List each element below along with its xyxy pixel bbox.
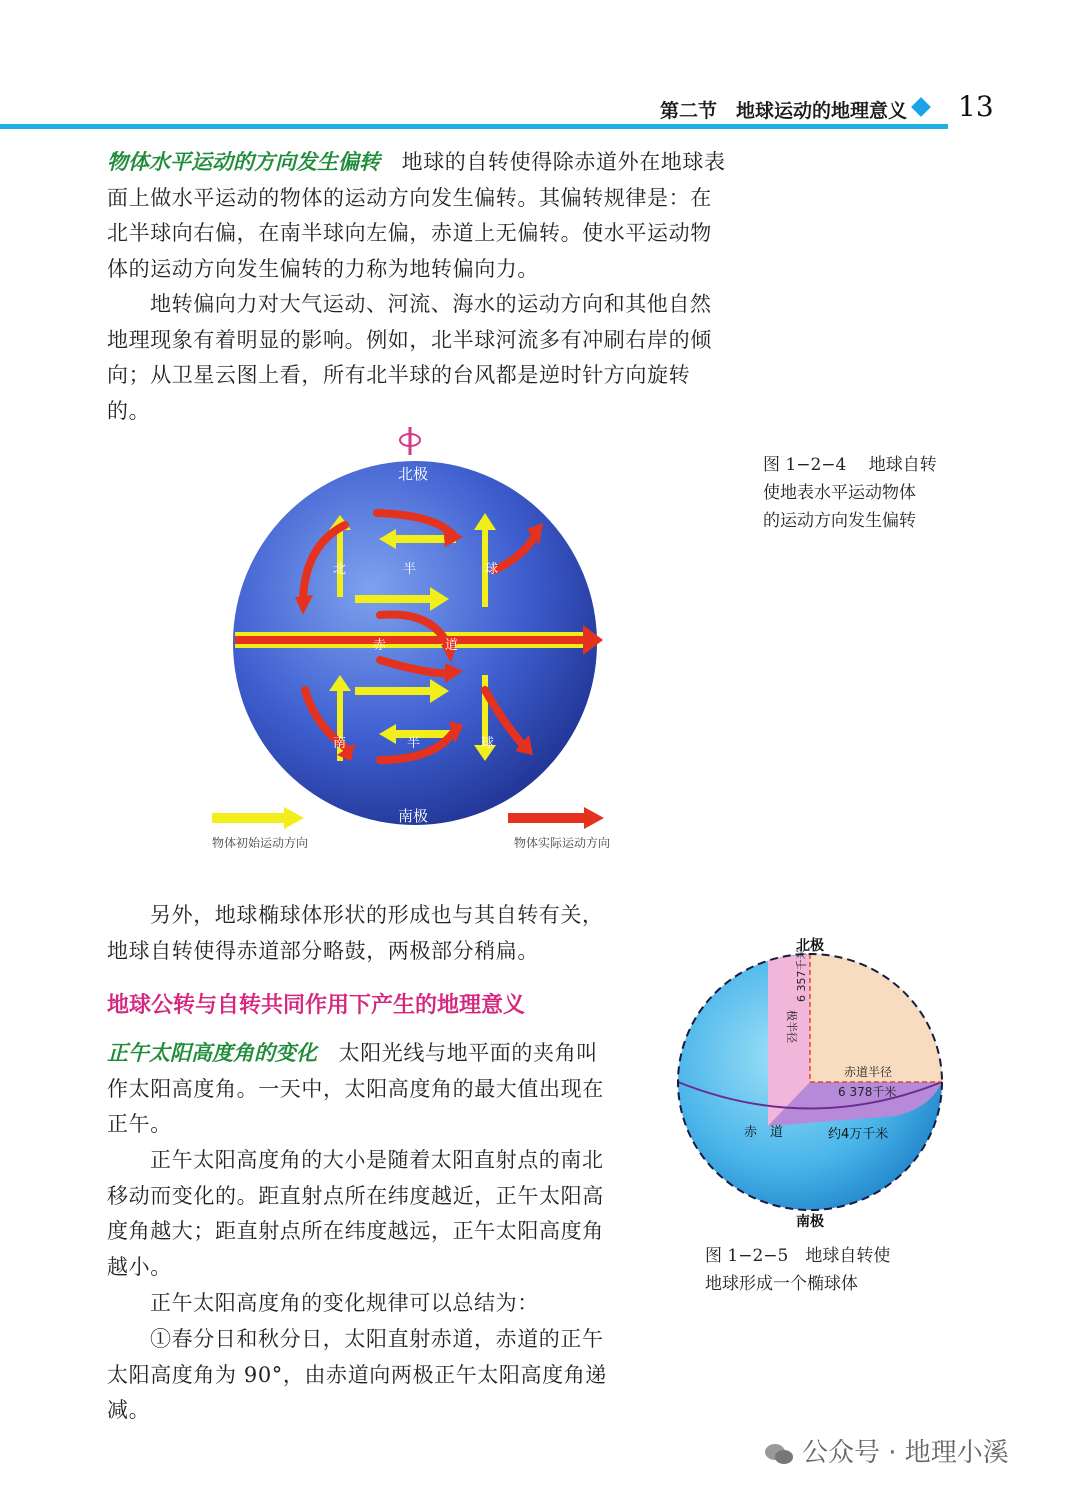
circumference-label: 约4万千米: [828, 1127, 889, 1142]
paragraph-line: 另外，地球椭球体形状的形成也与其自转有关，: [150, 903, 604, 927]
figure1-caption: [763, 451, 963, 535]
paragraph-solar-altitude: [107, 1036, 613, 1143]
section-heading: 地球公转与自转共同作用下产生的地理意义: [107, 993, 526, 1018]
legend-actual-label: 物体实际运动方向: [514, 836, 611, 850]
paragraph-equinox: ①春分日和秋分日，太阳直射赤道，赤道的正午太阳高度角为 90°，由赤道向两极正午太阳高度角递减。: [107, 1327, 607, 1422]
south-label-2: 半: [407, 736, 421, 751]
figure-ellipsoid-globe: [668, 930, 958, 1235]
caption-line: 使地表水平运动物体: [763, 483, 916, 503]
figure-coriolis-globe: [205, 425, 645, 855]
north-label-3: 球: [485, 562, 499, 577]
south-pole-label: 南极: [796, 1214, 824, 1230]
paragraph-noon-altitude: 正午太阳高度角的大小是随着太阳直射点的南北移动而变化的。距直射点所在纬度越近，正午太阳高度角越大；距直射点所在纬度越远，正午太阳高度角越小。: [107, 1148, 604, 1279]
equatorial-radius-label: 赤道半径: [844, 1065, 893, 1079]
subheading-deflection: 物体水平运动的方向发生偏转: [107, 150, 380, 174]
figure2-caption: [705, 1242, 925, 1298]
south-pole-label: 南极: [397, 807, 429, 825]
polar-radius-value: 6 357千米: [795, 948, 808, 1002]
equator-label-1: 赤: [373, 638, 387, 653]
paragraph-line: 地球自转使得赤道部分略鼓，两极部分稍扁。: [107, 938, 539, 963]
section-title: 第二节 地球运动的地理意义: [660, 100, 908, 122]
equator-label-2: 道: [445, 638, 459, 653]
north-label-1: 北: [333, 562, 347, 577]
paragraph-text: 太阳光线与地平面的夹角叫作太阳高度角。一天中，太阳高度角的最大值出现在正午。: [107, 1041, 604, 1136]
watermark-text: 公众号 · 地理小溪: [802, 1438, 1009, 1468]
diamond-icon: [911, 97, 931, 117]
paragraph-coriolis-effects: 地转偏向力对大气运动、河流、海水的运动方向和其他自然地理现象有着明显的影响。例如，北半球河流多有冲刷右岸的倾向；从卫星云图上看，所有北半球的台风都是逆时针方向旋转的。: [107, 292, 712, 423]
south-label-1: 南: [333, 736, 347, 751]
legend-initial-arrow-icon: [210, 806, 306, 830]
north-pole-label: 北极: [796, 938, 824, 954]
caption-line: 图 1−2−4 地球自转: [763, 455, 937, 475]
north-pole-label: 北极: [397, 465, 429, 483]
caption-line: 地球形成一个椭球体: [705, 1274, 858, 1294]
caption-line: 的运动方向发生偏转: [763, 511, 916, 531]
watermark: [764, 1432, 1009, 1469]
rotation-axis-icon: [400, 427, 420, 455]
legend-initial-label: 物体初始运动方向: [212, 836, 309, 850]
paragraph-text: 地球的自转使得除赤道外在地球表面上做水平运动的物体的运动方向发生偏转。其偏转规律是：在北半球向右偏，在南半球向左偏，赤道上无偏转。使水平运动物体的运动方向发生偏转的力称为地转偏向力。: [107, 150, 726, 281]
page-number: 13: [958, 90, 994, 123]
subheading-solar-altitude: 正午太阳高度角的变化: [107, 1041, 317, 1065]
wechat-icon: [764, 1442, 794, 1466]
equator-label: 赤 道: [744, 1125, 784, 1140]
legend-actual-arrow-icon: [506, 806, 606, 830]
cutaway-wedge: [810, 954, 942, 1082]
polar-radius-label: 极半径: [785, 1010, 798, 1043]
paragraph-summary: 正午太阳高度角的变化规律可以总结为：: [150, 1291, 539, 1315]
equatorial-radius-value: 6 378千米: [838, 1085, 897, 1099]
paragraph-deflection: [107, 145, 731, 287]
south-label-3: 球: [481, 736, 495, 751]
paragraph-ellipsoid: [107, 898, 667, 969]
header-rule: [0, 124, 948, 129]
north-label-2: 半: [403, 562, 417, 577]
caption-line: 图 1−2−5 地球自转使: [705, 1246, 891, 1266]
